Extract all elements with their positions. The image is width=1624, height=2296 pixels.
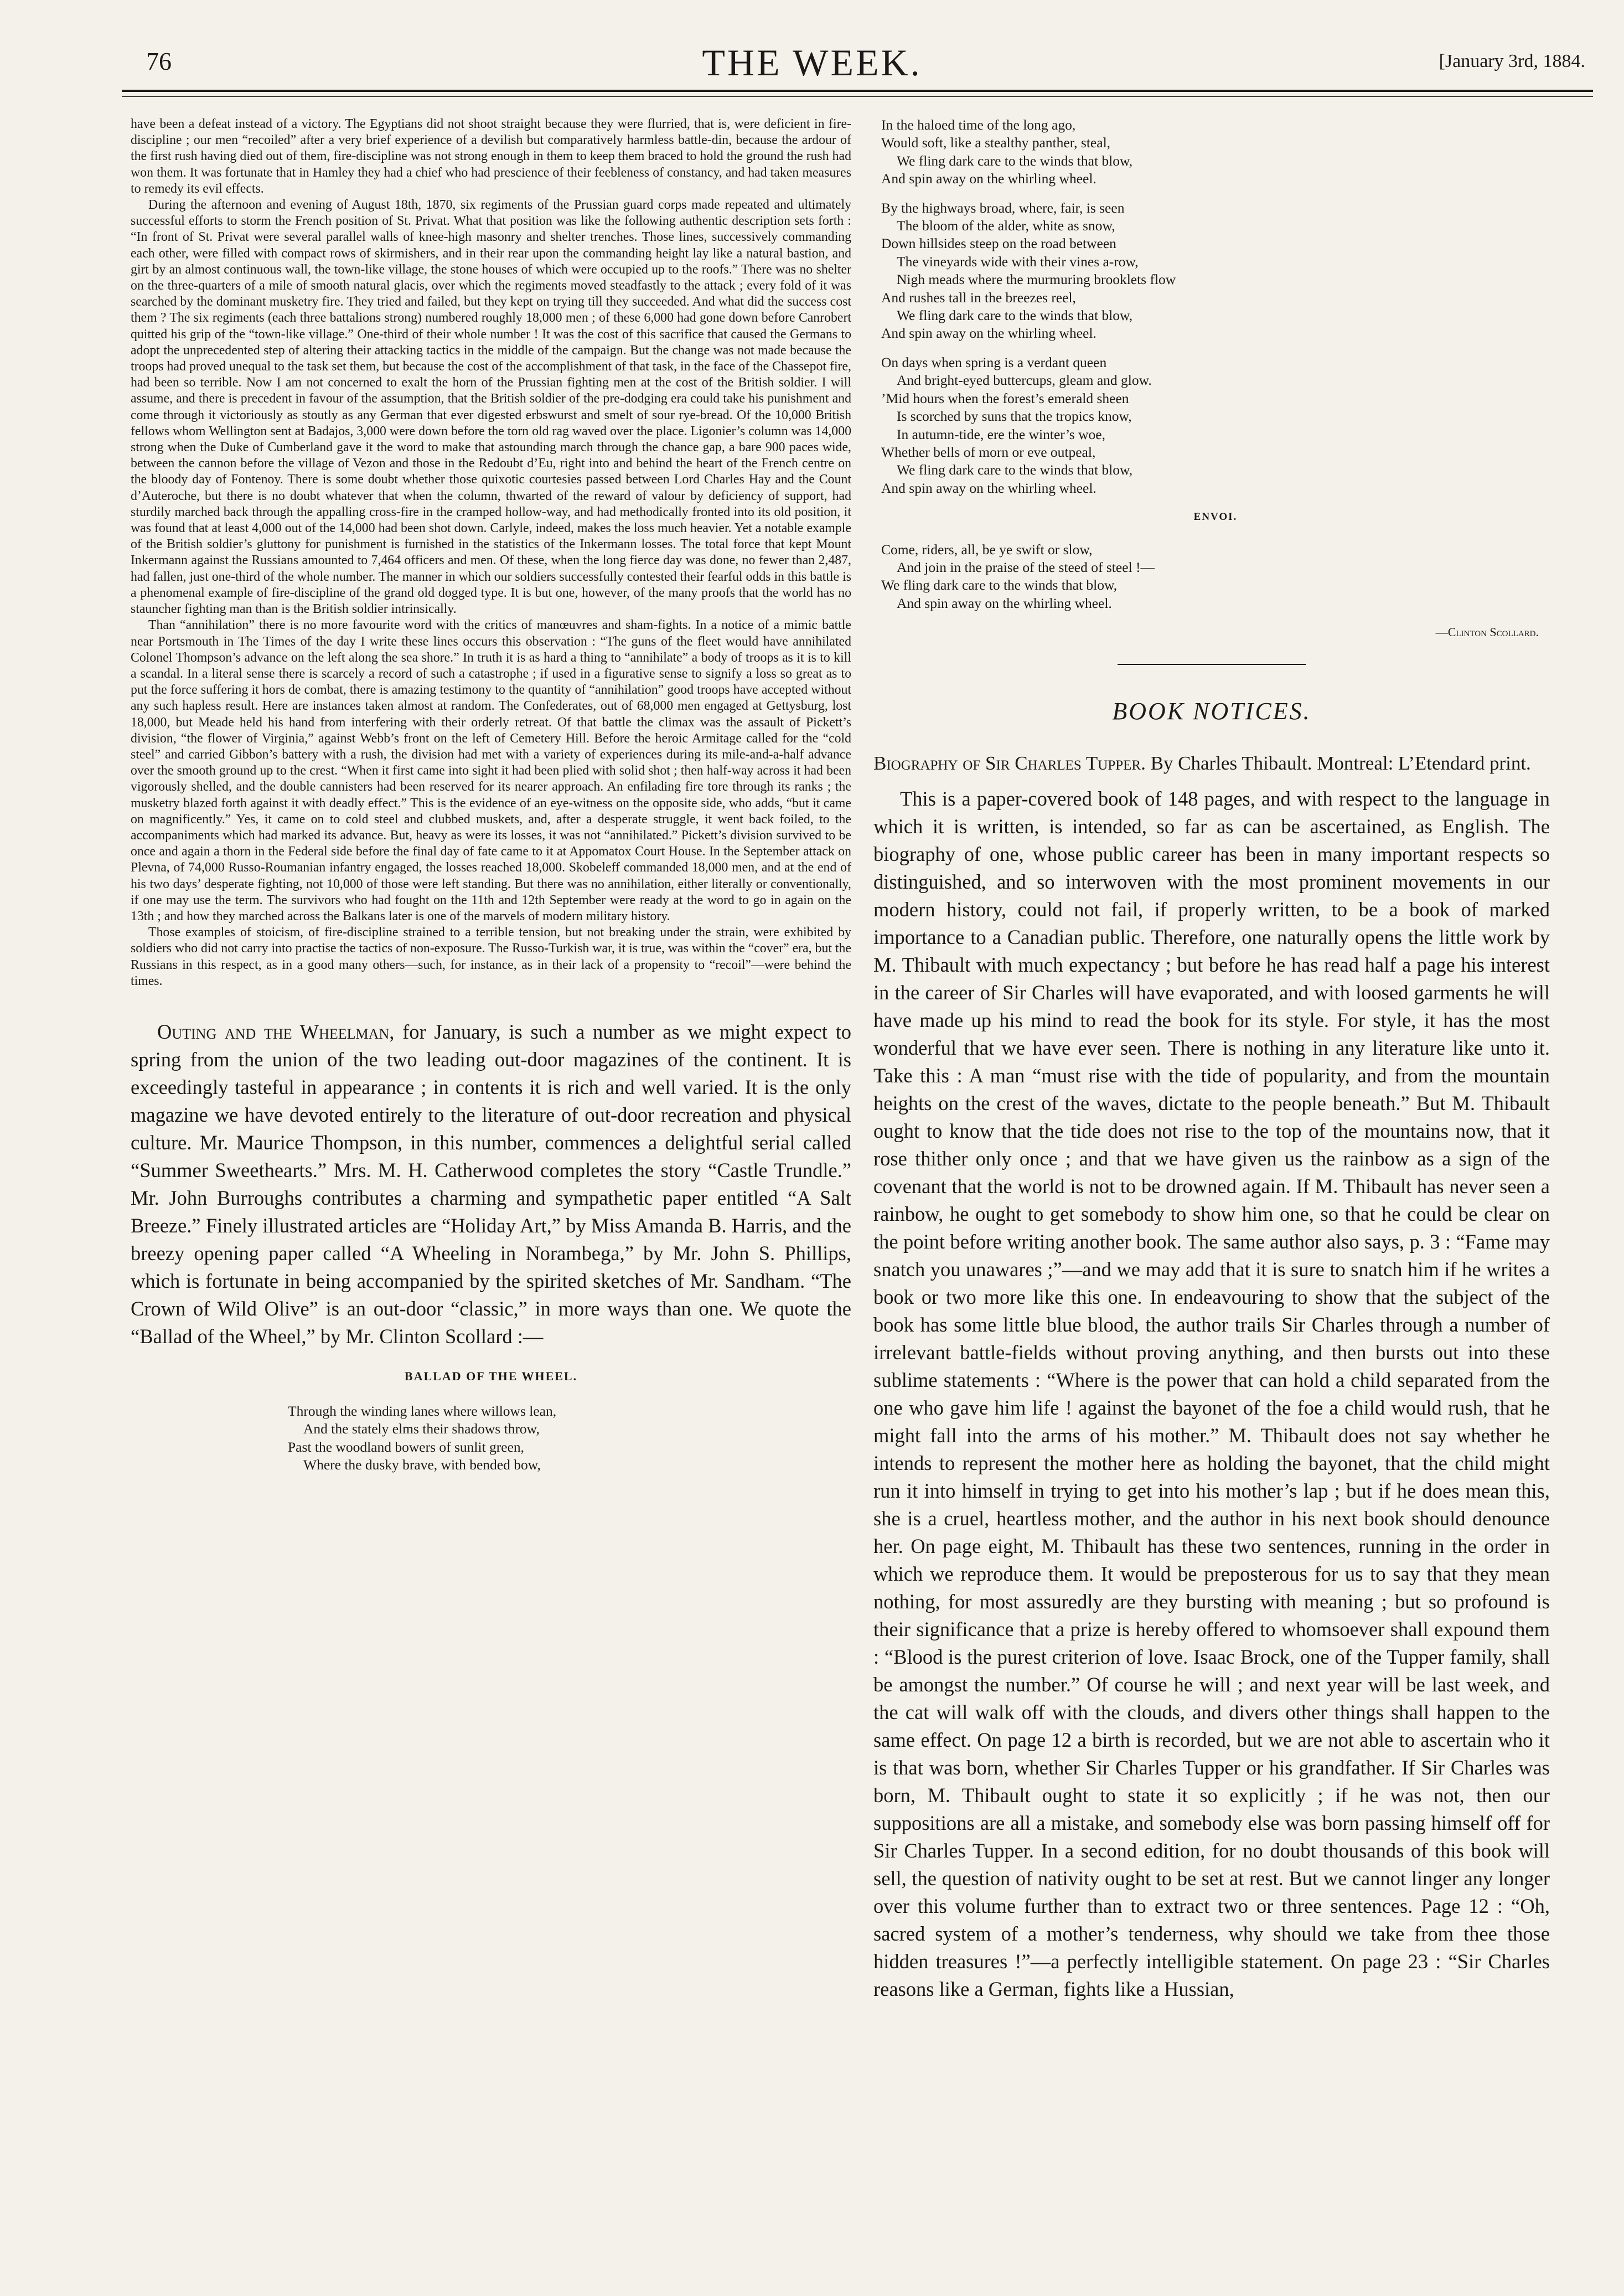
header-rule-thick (122, 90, 1593, 92)
poem-line: And rushes tall in the breezes reel, (881, 289, 1076, 306)
envoi-heading: ENVOI. (1193, 511, 1238, 523)
poem-line: Where the dusky brave, with bended bow, (303, 1457, 541, 1473)
poem-line: In the haloed time of the long ago, (881, 117, 1076, 133)
poem-line: Is scorched by suns that the tropics know, (897, 408, 1132, 425)
article-paragraph: Than “annihilation” there is no more favourite word with the critics of manœuvres and sham-fights. In a notice of a mimic battle near Portsmouth in The Times of the day I write these lines occurs this observation : “The guns of the fleet would have annihilated Colonel Thompson’s advance on the left along the sea shore.” In truth it is as hard a thing to “annihilate” a body of troops as it is to kill a scandal. In a literal sense there is scarcely a record of such a catastrophe ; if used in a figurative sense to signify a loss so great as to put the force suffering it hors de combat, there is amazing testimony to the quantity of “annihilation” good troops have accepted without any such hapless result. Here are instances taken almost at random. The Confederates, out of 68,000 men engaged at Gettysburg, lost 18,000, but Meade held his hand from interfering with their orderly retreat. Of that battle the climax was the assault of Pickett’s division, “the flower of Virginia,” against Webb’s front on the left of Cemetery Hill. Before the heroic Armitage called for the “cold steel” and carried Gibbon’s battery with a rush, the division had met with a variety of experiences during its mile-and-a-half advance over the smooth ground up to the crest. “When it first came into sight it had been plied with solid shot ; then half-way across it had been vigorously shelled, and the double cannisters had been reserved for its nearer approach. An enfilading fire tore through its ranks ; the musketry blazed forth against it with deadly effect.” This is the evidence of an eye-witness on the opposite side, who adds, “but it came on magnificently.” Yes, it came on to cold steel and clubbed muskets, and, after a desperate struggle, it went back foiled, to the accompaniments which had marked its advance. But, heavy as were its losses, it was not “annihilated.” Pickett’s division survived to be once and again a thorn in the Federal side before the final day of fate came to it at Appomatox Court House. In the September attack on Plevna, of 74,000 Russo-Roumanian infantry engaged, the losses reached 18,000. Skobeleff commanded 18,000 men, and at the end of his two days’ desperate fighting, not 10,000 of those were left standing. But there was no annihilation, either literally or conventionally, if one may use the term. The survivors who had fought on the 11th and 12th September were ready at the word to go in again on the 13th ; and how they marched across the Balkans later is one of the marvels of modern military history. (131, 618, 851, 923)
poem-line: The vineyards wide with their vines a-row, (897, 253, 1139, 270)
poem-line: And spin away on the whirling wheel. (881, 325, 1097, 342)
poem-line: And join in the praise of the steed of steel !— (897, 559, 1155, 575)
poem-line: Through the winding lanes where willows lean, (288, 1402, 557, 1419)
header-rule-thin (122, 96, 1593, 97)
poem-line: And bright-eyed buttercups, gleam and glow. (897, 372, 1152, 389)
outing-review (131, 1018, 851, 1350)
poem-line: And spin away on the whirling wheel. (897, 595, 1112, 611)
masthead-title: THE WEEK. (702, 42, 922, 84)
poem-line: We fling dark care to the winds that blow, (897, 462, 1133, 478)
envoi-stanza (881, 541, 1550, 613)
outing-body: for January, is such a number as we might expect to spring from the union of the two leading out-door magazines of the continent. It is exceedingly tasteful in appearance ; in contents it is rich and well varied. It is the only magazine we have devoted entirely to the literature of out-door recreation and physical culture. Mr. Maurice Thompson, in this number, commences a delightful serial called “Summer Sweethearts.” Mrs. M. H. Catherwood completes the story “Castle Trundle.” Mr. John Burroughs contributes a charming and sympathetic paper entitled “A Salt Breeze.” Finely illustrated articles are “Holiday Art,” by Miss Amanda B. Harris, and the breezy opening paper called “A Wheeling in Norambega,” by Mr. John S. Phillips, which is fortunate in being accompanied by the spirited sketches of Mr. Sandham. “The Crown of Wild Olive” is an out-door “classic,” in more ways than one. We quote the “Ballad of the Wheel,” by Mr. Clinton Scollard :— (131, 1020, 851, 1348)
poem-line: In autumn-tide, ere the winter’s woe, (897, 426, 1105, 442)
section-title: BOOK NOTICES. (1112, 697, 1311, 725)
article-paragraph: have been a defeat instead of a victory. The Egyptians did not shoot straight because they were flurried, that is, were deficient in fire-discipline ; our men “recoiled” after a very brief experience of a devilish but comparatively harmless battle-din, because the ardour of the first rush having died out of them, fire-discipline was not strong enough in them to keep them braced to hold the ground the rush had won them. It was fortunate that in Hamley they had a chief who had prescience of their feebleness of constancy, and had taken measures to remedy its evil effects. (131, 117, 851, 196)
poem-line: The bloom of the alder, white as snow, (897, 218, 1115, 234)
poem-line: On days when spring is a verdant queen (881, 354, 1107, 370)
poem-opening-stanza (288, 1402, 851, 1474)
poem-stanza (881, 199, 1550, 343)
poem-line: We fling dark care to the winds that blow, (897, 307, 1133, 324)
section-divider (1118, 664, 1306, 665)
poem-continued (881, 116, 1550, 642)
poem-stanza (881, 116, 1550, 188)
article-paragraph: Those examples of stoicism, of fire-discipline strained to a terrible tension, but not breaking under the strain, were exhibited by soldiers who did not carry into practise the tactics of non-exposure. The Russo-Turkish war, it is true, was within the “cover” era, but the Russians in this respect, as in a good many others—such, for instance, as in their lack of a propensity to “recoil”—were behind the times. (131, 925, 851, 988)
poem-line: Down hillsides steep on the road between (881, 235, 1116, 252)
review-title: Biography of Sir Charles Tupper. (873, 752, 1146, 774)
poem-line: Whether bells of morn or eve outpeal, (881, 443, 1096, 460)
military-article (131, 116, 851, 989)
left-column (131, 116, 851, 1474)
poem-line: Past the woodland bowers of sunlit green, (288, 1438, 525, 1455)
poem-line: By the highways broad, where, fair, is seen (881, 199, 1125, 216)
poem-heading: BALLAD OF THE WHEEL. (404, 1369, 578, 1383)
poem-line: Nigh meads where the murmuring brooklets flow (897, 271, 1176, 288)
poem-stanza (881, 354, 1550, 497)
poem-signature: —Clinton Scollard. (1435, 625, 1539, 639)
poem-line: Would soft, like a stealthy panther, steal, (881, 135, 1111, 151)
outing-lead: Outing and the Wheelman, (157, 1020, 395, 1043)
page-header (0, 0, 1624, 105)
page-number: 76 (146, 47, 172, 75)
poem-line: And spin away on the whirling wheel. (881, 479, 1097, 496)
right-column (873, 116, 1550, 2003)
poem-line: ’Mid hours when the forest’s emerald sheen (881, 390, 1129, 406)
poem-line: And the stately elms their shadows throw, (303, 1421, 540, 1437)
poem-line: We fling dark care to the winds that blow, (881, 577, 1118, 594)
review-meta: By Charles Thibault. Montreal: L’Etendard print. (1145, 752, 1531, 774)
poem-line: Come, riders, all, be ye swift or slow, (881, 541, 1093, 558)
outing-paragraph (131, 1018, 851, 1350)
poem-line: And spin away on the whirling wheel. (881, 171, 1097, 187)
poem-line: We fling dark care to the winds that blow, (897, 152, 1133, 169)
review-heading (873, 750, 1550, 777)
article-paragraph: During the afternoon and evening of August 18th, 1870, six regiments of the Prussian guard corps made repeated and ultimately successful efforts to storm the French position of St. Privat. What that position was like the following authentic description sets forth : “In front of St. Privat were several parallel walls of knee-high masonry and shelter trenches. Those lines, successively commanding each other, were filled with compact rows of skirmishers, and in their rear upon the commanding height lay like a natural bastion, and girt by an almost continuous wall, the town-like village, the stone houses of which were occupied up to the roofs.” There was no shelter on the three-quarters of a mile of smooth natural glacis, over which the regiments moved steadfastly to the attack ; every fold of it was searched by the dominant musketry fire. They tried and failed, but they kept on trying till they succeeded. And what did the success cost them ? The six regiments (each three battalions strong) numbered roughly 18,000 men ; of these 6,000 had gone down before Canrobert quitted his grip of the “town-like village.” One-third of their whole number ! It was the cost of this sacrifice that caused the Germans to adopt the unprecedented step of altering their attacking tactics in the middle of the campaign. But the change was not made because the troops had proved unequal to the task set them, but because the cost of the accomplishment of that task, in the face of the Chassepot fire, had been so terrible. Now I am not concerned to exalt the horn of the Prussian fighting men at the cost of the British soldier. I will assume, and there is precedent in favour of the assumption, that the British soldier of the pre-dodging era could take his punishment and come through it victoriously as stoutly as any German that ever digested erbswurst and smelt of sour rye-bread. Of the 10,000 British fellows whom Wellington sent at Badajos, 3,000 were down before the torn old rag waved over the place. Ligonier’s column was 14,000 strong when the Duke of Cumberland gave it the word to make that astounding march through the chance gap, a bare 900 paces wide, between the cannon before the village of Vezon and those in the Redoubt d’Eu, right into and behind the heart of the French centre on the bloody day of Fontenoy. There is some doubt whether those quixotic courtesies passed between Lord Charles Hay and the Count d’Auteroche, but there is no doubt whatever that when the column, thwarted of the reward of valour by deficiency of support, had sturdily marched back through the appalling cross-fire in the cramped hollow-way, and had methodically fronted into its old position, it was found that at least 4,000 out of the 14,000 had been shot down. Carlyle, indeed, makes the loss much heavier. Yet a notable example of the British soldier’s gluttony for punishment is furnished in the statistics of the Inkermann losses. The total force that kept Mount Inkermann against the Russians amounted to 7,464 officers and men. Of these, when the long fierce day was done, no fewer than 2,487, had fallen, just one-third of the whole number. The manner in which our soldiers successfully contested their fearful odds in this battle is a phenomenal example of fire-discipline of the grand old dogged type. It is but one, however, of the many proofs that the world has no stauncher fighting man than is the British soldier intrinsically. (131, 198, 851, 617)
book-review (873, 750, 1550, 2003)
issue-date: [January 3rd, 1884. (1439, 51, 1585, 71)
review-paragraph: This is a paper-covered book of 148 pages, and with respect to the language in which it is written, is intended, so far as can be ascertained, as English. The biography of one, whose public career has been in many important respects so distinguished, and so interwoven with the most prominent movements in our modern history, could not fail, if properly written, to be a book of marked importance to a Canadian public. Therefore, one naturally opens the little work by M. Thibault with much expectancy ; but before he has read half a page his interest in the career of Sir Charles will have evaporated, and with loosed garments he will have made up his mind to read the book for its style. For style, it has the most wonderful that we have ever seen. There is nothing in any literature like unto it. Take this : A man “must rise with the tide of popularity, and from the mountain heights on the crest of the waves, dictate to the people beneath.” But M. Thibault ought to know that the tide does not rise to the top of the mountains now, that it rose thither only once ; and that we have given us the rainbow as a sign of the covenant that the world is not to be drowned again. If M. Thibault has never seen a rainbow, he ought to get somebody to show him one, so that he could be clear on the point before writing another book. The same author also says, p. 3 : “Fame may snatch you unawares ;”—and we may add that it is sure to snatch him if he writes a book or two more like this one. In endeavouring to show that the subject of the book has some little blue blood, the author trails Sir Charles through a number of irrelevant battle-fields without proving anything, and then bursts out into these sublime statements : “Where is the power that can hold a child separated from the one who gave him life ! against the bayonet of the foe a child would rush, that he might fall into the arms of his mother.” M. Thibault does not say whether he intends to represent the mother here as holding the bayonet, that the child might run it into himself in trying to get into his mother’s lap ; but if he does mean this, she is a cruel, heartless mother, and the author in his next book should denounce her. On page eight, M. Thibault has these two sentences, running in the order in which we reproduce them. It would be preposterous for us to say that they mean nothing, for most assuredly are they bursting with meaning ; but so profound is their significance that a prize is hereby offered to whomsoever shall expound them : “Blood is the purest criterion of love. Isaac Brock, one of the Tupper family, shall be amongst the number.” Of course he will ; and next year will be last week, and the cat will walk off with the clouds, and divers other things shall happen to the same effect. On page 12 a birth is recorded, but we are not able to ascertain who it is that was born, whether Sir Charles Tupper or his grandfather. If Sir Charles was born, M. Thibault ought to state it so explicitly ; if he was not, then our suppositions are all a mistake, and somebody else was born passing himself off for Sir Charles Tupper. In a second edition, for no doubt thousands of this book will sell, the question of nativity ought to be set at rest. But we cannot linger any longer over this volume further than to extract two or three sentences. Page 12 : “Oh, sacred system of a mother’s tenderness, why should we take from thee those hidden treasures !”—a perfectly intelligible statement. On page 23 : “Sir Charles reasons like a German, fights like a Hussian, (873, 787, 1550, 2000)
